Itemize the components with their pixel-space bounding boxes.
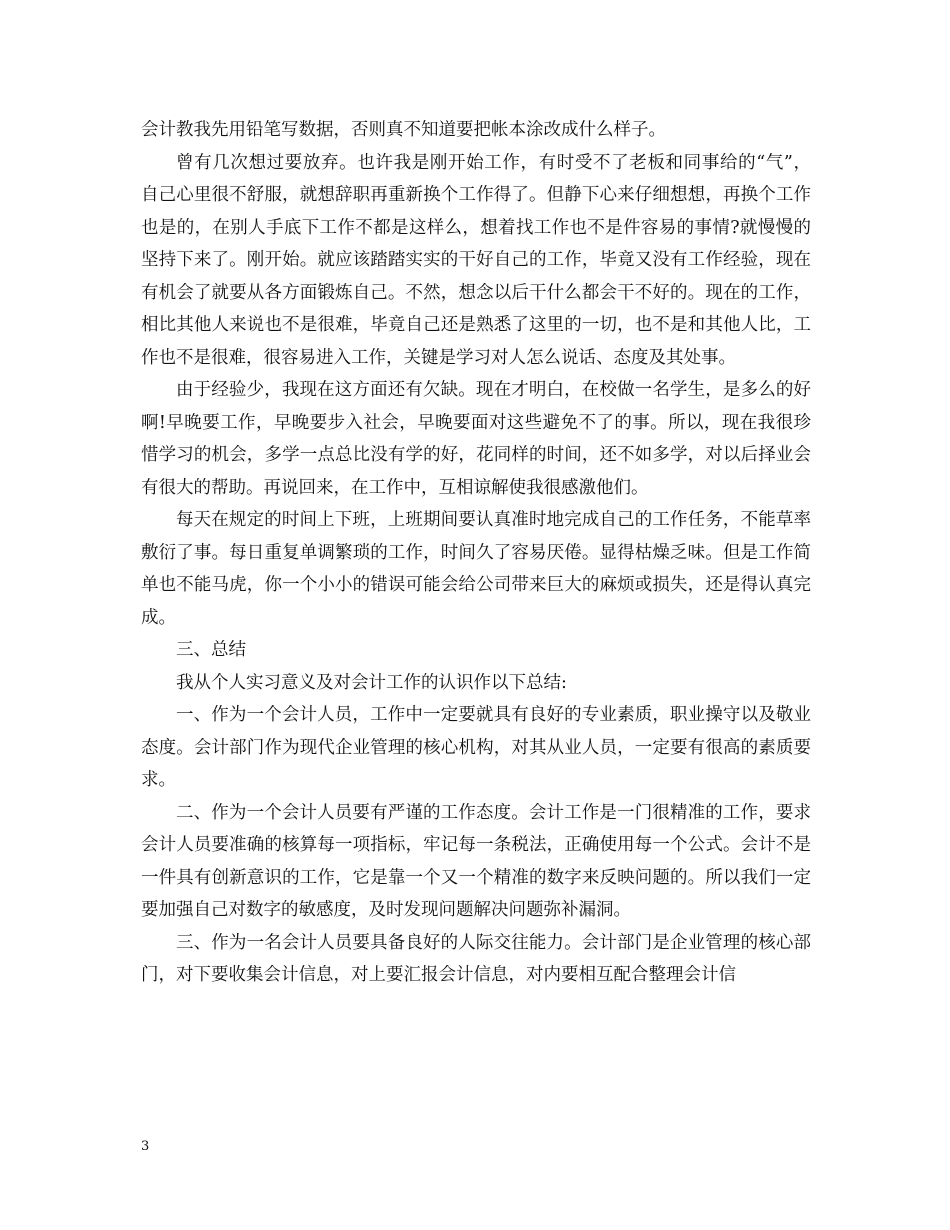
paragraph: 由于经验少，我现在这方面还有欠缺。现在才明白，在校做一名学生，是多么的好啊!早晚要工作，早晚要步入社会，早晚要面对这些避免不了的事。所以，现在我很珍惜学习的机会，多学一点总比没有学的好，花同样的时间，还不如多学，对以后择业会有很大的帮助。再说回来，在工作中，互相谅解使我很感激他们。 bbox=[141, 380, 811, 498]
paragraph: 一、作为一个会计人员，工作中一定要就具有良好的专业素质，职业操守以及敬业态度。会计部门作为现代企业管理的核心机构，对其从业人员，一定要有很高的素质要求。 bbox=[141, 705, 811, 790]
paragraph: 二、作为一个会计人员要有严谨的工作态度。会计工作是一门很精准的工作，要求会计人员要准确的核算每一项指标，牢记每一条税法，正确使用每一个公式。会计不是一件具有创新意识的工作，它是靠一个又一个精准的数字来反映问题的。所以我们一定要加强自己对数字的敏感度，及时发现问题解决问题弥补漏洞。 bbox=[141, 802, 811, 920]
paragraph: 会计教我先用铅笔写数据，否则真不知道要把帐本涂改成什么样子。 bbox=[141, 120, 666, 140]
paragraph: 曾有几次想过要放弃。也许我是刚开始工作，有时受不了老板和同事给的“气”， 自己心里很不舒服，就想辞职再重新换个工作得了。但静下心来仔细想想，再换个工作也是的，在别人手底下工作不都是这样么，想着找工作也不是件容易的事情?就慢慢的坚持下来了。刚开始。就应该踏踏实实的干好自己的工作，毕竟又没有工作经验，现在有机会了就要从各方面锻炼自己。不然，想念以后干什么都会干不好的。现在的工作，相比其他人来说也不是很难，毕竟自己还是熟悉了这里的一切，也不是和其他人比，工作也不是很难，很容易进入工作，关键是学习对人怎么说话、态度及其处事。 bbox=[141, 152, 811, 368]
section-heading: 三、总结 bbox=[176, 640, 246, 660]
paragraph: 每天在规定的时间上下班，上班期间要认真准时地完成自己的工作任务，不能草率敷衍了事。每日重复单调繁琐的工作，时间久了容易厌倦。显得枯燥乏味。但是工作简单也不能马虎，你一个小小的错误可能会给公司带来巨大的麻烦或损失，还是得认真完成。 bbox=[141, 510, 811, 628]
paragraph: 三、作为一名会计人员要具备良好的人际交往能力。会计部门是企业管理的核心部门，对下要收集会计信息，对上要汇报会计信息，对内要相互配合整理会计信 bbox=[141, 932, 811, 985]
paragraph: 我从个人实习意义及对会计工作的认识作以下总结: bbox=[176, 672, 567, 693]
body-text bbox=[141, 114, 811, 992]
page-number: 3 bbox=[141, 1139, 150, 1154]
